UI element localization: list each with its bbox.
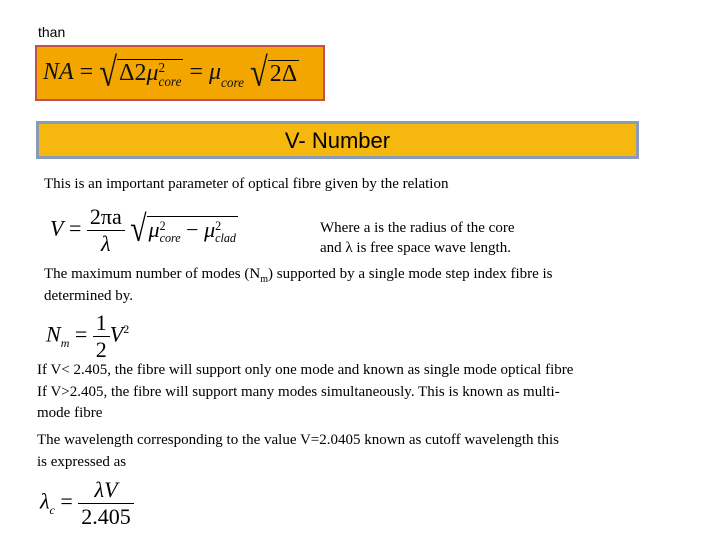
nm-frac-den: 2 <box>93 336 110 363</box>
v-sub-clad: clad <box>215 231 236 246</box>
nm-v: V <box>109 321 124 347</box>
na-equation <box>43 50 299 96</box>
vnumber-heading: V- Number <box>36 121 639 159</box>
cond-line-2a: If V>2.405, the fibre will support many modes simultaneously. This is known as multi- <box>37 384 560 400</box>
where-line-1: Where a is the radius of the core <box>320 220 515 236</box>
modes-sub: m <box>260 274 268 285</box>
lambda-c-equation <box>40 477 134 530</box>
modes-line-1-b: ) supported by a single mode step index fibre is <box>268 266 553 282</box>
na-sub-core-2: core <box>221 75 244 91</box>
na-equation-box <box>35 45 325 101</box>
nm-sub: m <box>60 335 70 350</box>
na-mu-2: μ <box>208 59 222 86</box>
na-sup: 2 <box>158 60 166 76</box>
na-sqrt-2: √2Δ <box>249 50 298 96</box>
lambda-sub: c <box>49 502 55 517</box>
na-eq-sign-2: = <box>189 59 203 86</box>
v-equation <box>50 204 238 257</box>
na-two: 2 <box>134 60 147 87</box>
v-frac-den: λ <box>101 231 111 256</box>
intro-paragraph: This is an important parameter of optical fibre given by the relation <box>44 176 449 192</box>
nm-frac-num: 1 <box>95 310 107 335</box>
na-sqrt-1: √Δ2μ 2 core <box>99 50 182 96</box>
lambda-frac-num: λV <box>94 477 118 502</box>
v-eq-sign: = <box>68 215 82 241</box>
modes-line-2: determined by. <box>44 288 133 304</box>
v-mu-1: μ <box>148 217 160 243</box>
v-sqrt: √μ 2 core − μ 2 clad <box>130 209 236 250</box>
lambda-symbol: λ <box>40 488 50 514</box>
cond-line-2b: mode fibre <box>37 405 103 421</box>
where-line-2: and λ is free space wave length. <box>320 240 511 256</box>
na-eq-sign: = <box>79 59 94 86</box>
lambda-eq-sign: = <box>60 488 73 514</box>
v-sup-2: 2 <box>215 219 222 234</box>
na-delta: Δ <box>119 60 135 87</box>
na-mu: μ <box>146 60 159 87</box>
v-fraction <box>87 204 125 257</box>
lambda-fraction <box>78 477 134 530</box>
cond-line-1: If V< 2.405, the fibre will support only one mode and known as single mode optical fibre <box>37 362 574 378</box>
nm-eq-sign: = <box>74 321 88 347</box>
na-two-delta: 2Δ <box>269 60 298 87</box>
nm-n: N <box>46 321 61 347</box>
cutoff-line-2: is expressed as <box>37 454 127 470</box>
na-lhs: NA <box>43 59 74 86</box>
cutoff-line-1: The wavelength corresponding to the value V=2.0405 known as cutoff wavelength this <box>37 432 559 448</box>
nm-fraction <box>93 310 110 363</box>
lambda-frac-den: 2.405 <box>78 503 134 530</box>
na-sub-core: core <box>158 73 182 89</box>
modes-line-1-a: The maximum number of modes (N <box>44 266 261 282</box>
v-minus: − <box>186 217 199 243</box>
v-mu-2: μ <box>204 217 216 243</box>
v-sub-core: core <box>159 231 181 246</box>
nm-sup: 2 <box>123 322 130 337</box>
intro-word: than <box>38 24 66 40</box>
v-frac-num: 2πa <box>89 204 122 229</box>
v-lhs: V <box>50 215 64 241</box>
v-sup-1: 2 <box>159 219 166 234</box>
nm-equation <box>46 310 129 363</box>
